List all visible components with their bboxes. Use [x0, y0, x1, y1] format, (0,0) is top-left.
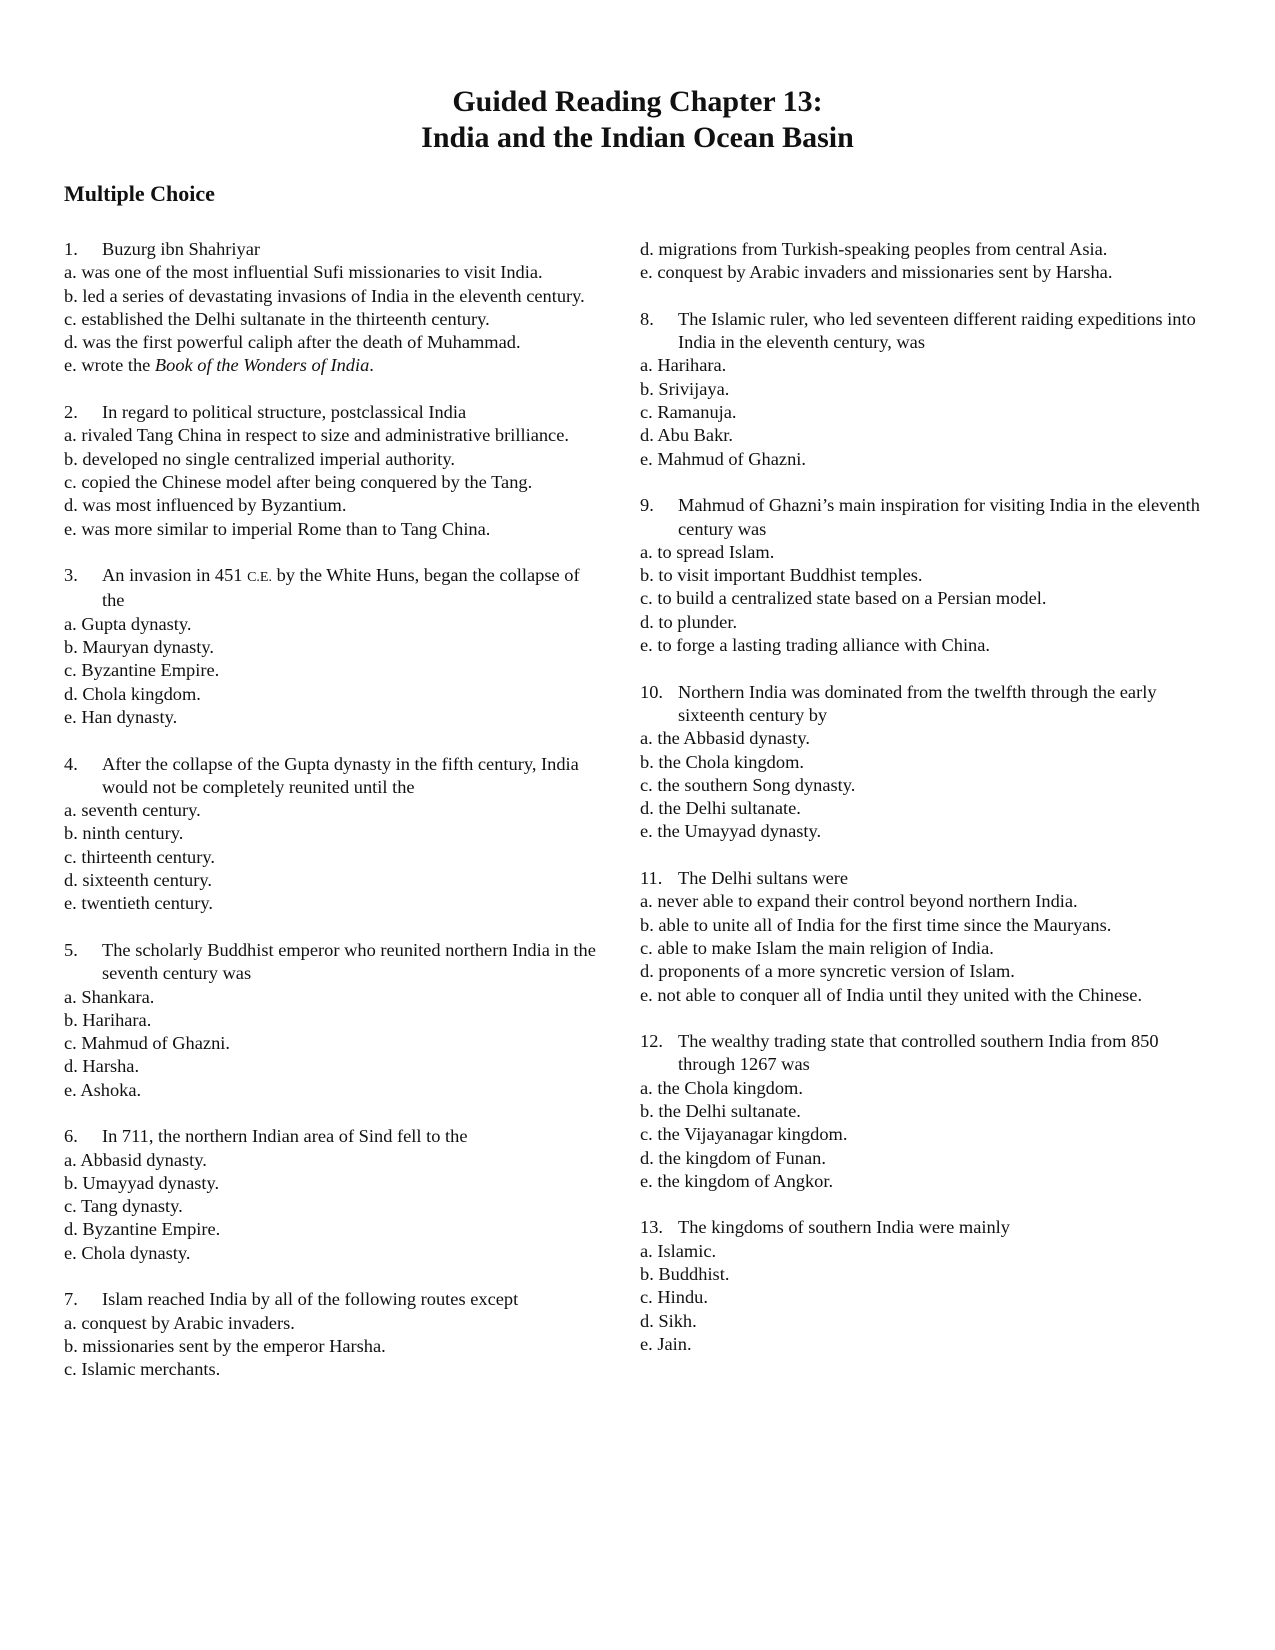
option-b: b. developed no single centralized imperial authority. — [64, 448, 456, 469]
question-number: 1. — [64, 239, 78, 259]
question-stem: 11. The Delhi sultans were — [640, 867, 1200, 890]
question-12 — [640, 1030, 1200, 1193]
question-stem: 7. Islam reached India by all of the following routes except — [64, 1288, 604, 1311]
question-9 — [640, 494, 1200, 657]
option-a: a. conquest by Arabic invaders. — [64, 1312, 295, 1333]
question-stem: 10. Northern India was dominated from the twelfth through the early sixteenth century by — [640, 681, 1157, 725]
option-c: c. the Vijayanagar kingdom. — [640, 1124, 848, 1145]
question-6 — [64, 1125, 604, 1265]
option-e: e. twentieth century. — [64, 893, 213, 914]
option-d: d. sixteenth century. — [64, 870, 212, 891]
option-c: c. Ramanuja. — [640, 402, 737, 423]
option-b: b. missionaries sent by the emperor Harsha. — [64, 1335, 386, 1356]
question-number: 2. — [64, 402, 78, 423]
option-b: b. Umayyad dynasty. — [64, 1172, 220, 1193]
question-11 — [640, 867, 1200, 1007]
section-heading: Multiple Choice — [64, 181, 215, 206]
question-number: 7. — [64, 1289, 78, 1310]
option-d: d. the kingdom of Funan. — [640, 1147, 826, 1168]
option-a: a. Abbasid dynasty. — [64, 1149, 207, 1170]
option-a: a. never able to expand their control beyond northern India. — [640, 891, 1078, 912]
option-c: c. the southern Song dynasty. — [640, 774, 856, 795]
option-d: d. Chola kingdom. — [64, 683, 201, 704]
question-number: 11. — [640, 868, 663, 889]
question-number: 12. — [640, 1031, 663, 1052]
option-e: e. wrote the Book of the Wonders of India. — [64, 355, 374, 376]
option-e: e. the Umayyad dynasty. — [640, 821, 822, 842]
question-stem: 2. In regard to political structure, postclassical India — [64, 401, 604, 424]
option-d: d. was the first powerful caliph after the death of Muhammad. — [64, 332, 521, 353]
question-number: 8. — [640, 308, 654, 329]
option-a: a. was one of the most influential Sufi missionaries to visit India. — [64, 262, 543, 283]
option-a: a. Shankara. — [64, 986, 155, 1007]
question-stem: 9. Mahmud of Ghazni’s main inspiration for visiting India in the eleventh century was — [640, 495, 1200, 539]
option-d: d. was most influenced by Byzantium. — [64, 495, 347, 516]
question-stem: 6. In 711, the northern Indian area of Sind fell to the — [64, 1125, 604, 1148]
question-1 — [64, 238, 604, 378]
option-b: b. Mauryan dynasty. — [64, 637, 214, 658]
option-e: e. to forge a lasting trading alliance with China. — [640, 635, 991, 656]
option-d: d. Byzantine Empire. — [64, 1219, 221, 1240]
question-number: 9. — [640, 495, 654, 516]
option-d: d. Abu Bakr. — [640, 425, 733, 446]
option-b: b. ninth century. — [64, 823, 184, 844]
question-stem: 5. The scholarly Buddhist emperor who reunited northern India in the seventh century was — [64, 939, 596, 984]
question-7 — [64, 1288, 604, 1381]
page-title — [0, 84, 1275, 156]
left-column — [64, 238, 604, 1405]
option-d: d. proponents of a more syncretic version of Islam. — [640, 961, 1015, 982]
option-c: c. Hindu. — [640, 1287, 708, 1308]
title-line-1: Guided Reading Chapter 13: — [452, 85, 823, 118]
option-e: e. Ashoka. — [64, 1079, 142, 1100]
option-b: b. the Chola kingdom. — [640, 751, 804, 772]
option-d: d. migrations from Turkish-speaking peoples from central Asia. — [640, 239, 1108, 259]
option-e: e. the kingdom of Angkor. — [640, 1170, 834, 1191]
option-a: a. the Chola kingdom. — [640, 1077, 803, 1098]
question-stem: 13. The kingdoms of southern India were mainly — [640, 1216, 1200, 1239]
option-b: b. Buddhist. — [640, 1264, 730, 1285]
option-a: a. the Abbasid dynasty. — [640, 728, 810, 749]
question-7-continued — [640, 238, 1200, 285]
option-c: c. Islamic merchants. — [64, 1359, 221, 1380]
option-a: a. Gupta dynasty. — [64, 613, 192, 634]
option-c: c. established the Delhi sultanate in the thirteenth century. — [64, 308, 490, 329]
right-column — [640, 238, 1200, 1380]
option-b: b. Harihara. — [64, 1009, 152, 1030]
option-e: e. was more similar to imperial Rome than to Tang China. — [64, 518, 491, 539]
option-b: b. able to unite all of India for the first time since the Mauryans. — [640, 914, 1112, 935]
question-number: 6. — [64, 1126, 78, 1147]
option-e: e. not able to conquer all of India until they united with the Chinese. — [640, 984, 1143, 1005]
question-10 — [640, 681, 1200, 844]
option-d: d. the Delhi sultanate. — [640, 798, 801, 819]
question-number: 10. — [640, 681, 663, 702]
question-number: 3. — [64, 565, 78, 586]
era-abbreviation: C.E. — [247, 570, 272, 586]
option-e: e. Han dynasty. — [64, 706, 178, 727]
option-d: d. Sikh. — [640, 1310, 697, 1331]
question-stem: 1. Buzurg ibn Shahriyar — [64, 238, 604, 261]
title-line-2: India and the Indian Ocean Basin — [421, 121, 854, 154]
question-stem: 12. The wealthy trading state that controlled southern India from 850 through 1267 was — [640, 1031, 1159, 1075]
option-b: b. led a series of devastating invasions of India in the eleventh century. — [64, 285, 585, 306]
option-e: e. Mahmud of Ghazni. — [640, 448, 806, 469]
option-e: e. conquest by Arabic invaders and missionaries sent by Harsha. — [640, 262, 1113, 283]
question-number: 5. — [64, 939, 78, 960]
question-3 — [64, 564, 604, 729]
option-c: c. Mahmud of Ghazni. — [64, 1033, 230, 1054]
question-number: 4. — [64, 753, 78, 774]
book-title: Book of the Wonders of India — [154, 355, 370, 376]
option-c: c. thirteenth century. — [64, 846, 215, 867]
option-c: c. able to make Islam the main religion of India. — [640, 937, 994, 958]
option-e: e. Chola dynasty. — [64, 1242, 191, 1263]
option-c: c. to build a centralized state based on a Persian model. — [640, 588, 1047, 609]
option-a: a. to spread Islam. — [640, 541, 775, 562]
option-c: c. Tang dynasty. — [64, 1196, 183, 1217]
option-d: d. Harsha. — [64, 1056, 140, 1077]
question-number: 13. — [640, 1217, 663, 1238]
question-8 — [640, 308, 1200, 471]
option-c: c. Byzantine Empire. — [64, 660, 220, 681]
option-a: a. rivaled Tang China in respect to size and administrative brilliance. — [64, 425, 569, 446]
option-d: d. to plunder. — [640, 611, 738, 632]
option-a: a. Harihara. — [640, 355, 727, 376]
question-stem: 4. After the collapse of the Gupta dynasty in the fifth century, India would not be completely reunited until the — [64, 753, 579, 797]
option-b: b. Srivijaya. — [640, 378, 730, 399]
question-2 — [64, 401, 604, 541]
question-5 — [64, 939, 604, 1102]
option-c: c. copied the Chinese model after being conquered by the Tang. — [64, 471, 533, 492]
option-a: a. seventh century. — [64, 800, 201, 821]
option-a: a. Islamic. — [640, 1240, 717, 1261]
question-stem: 3. An invasion in 451 C.E. by the White Huns, began the collapse of the — [64, 565, 580, 611]
question-stem: 8. The Islamic ruler, who led seventeen different raiding expeditions into India in the eleventh century, was — [640, 308, 1196, 353]
option-b: b. to visit important Buddhist temples. — [640, 565, 923, 586]
option-b: b. the Delhi sultanate. — [640, 1100, 801, 1121]
question-4 — [64, 753, 604, 916]
option-e: e. Jain. — [640, 1333, 692, 1354]
question-13 — [640, 1216, 1200, 1356]
